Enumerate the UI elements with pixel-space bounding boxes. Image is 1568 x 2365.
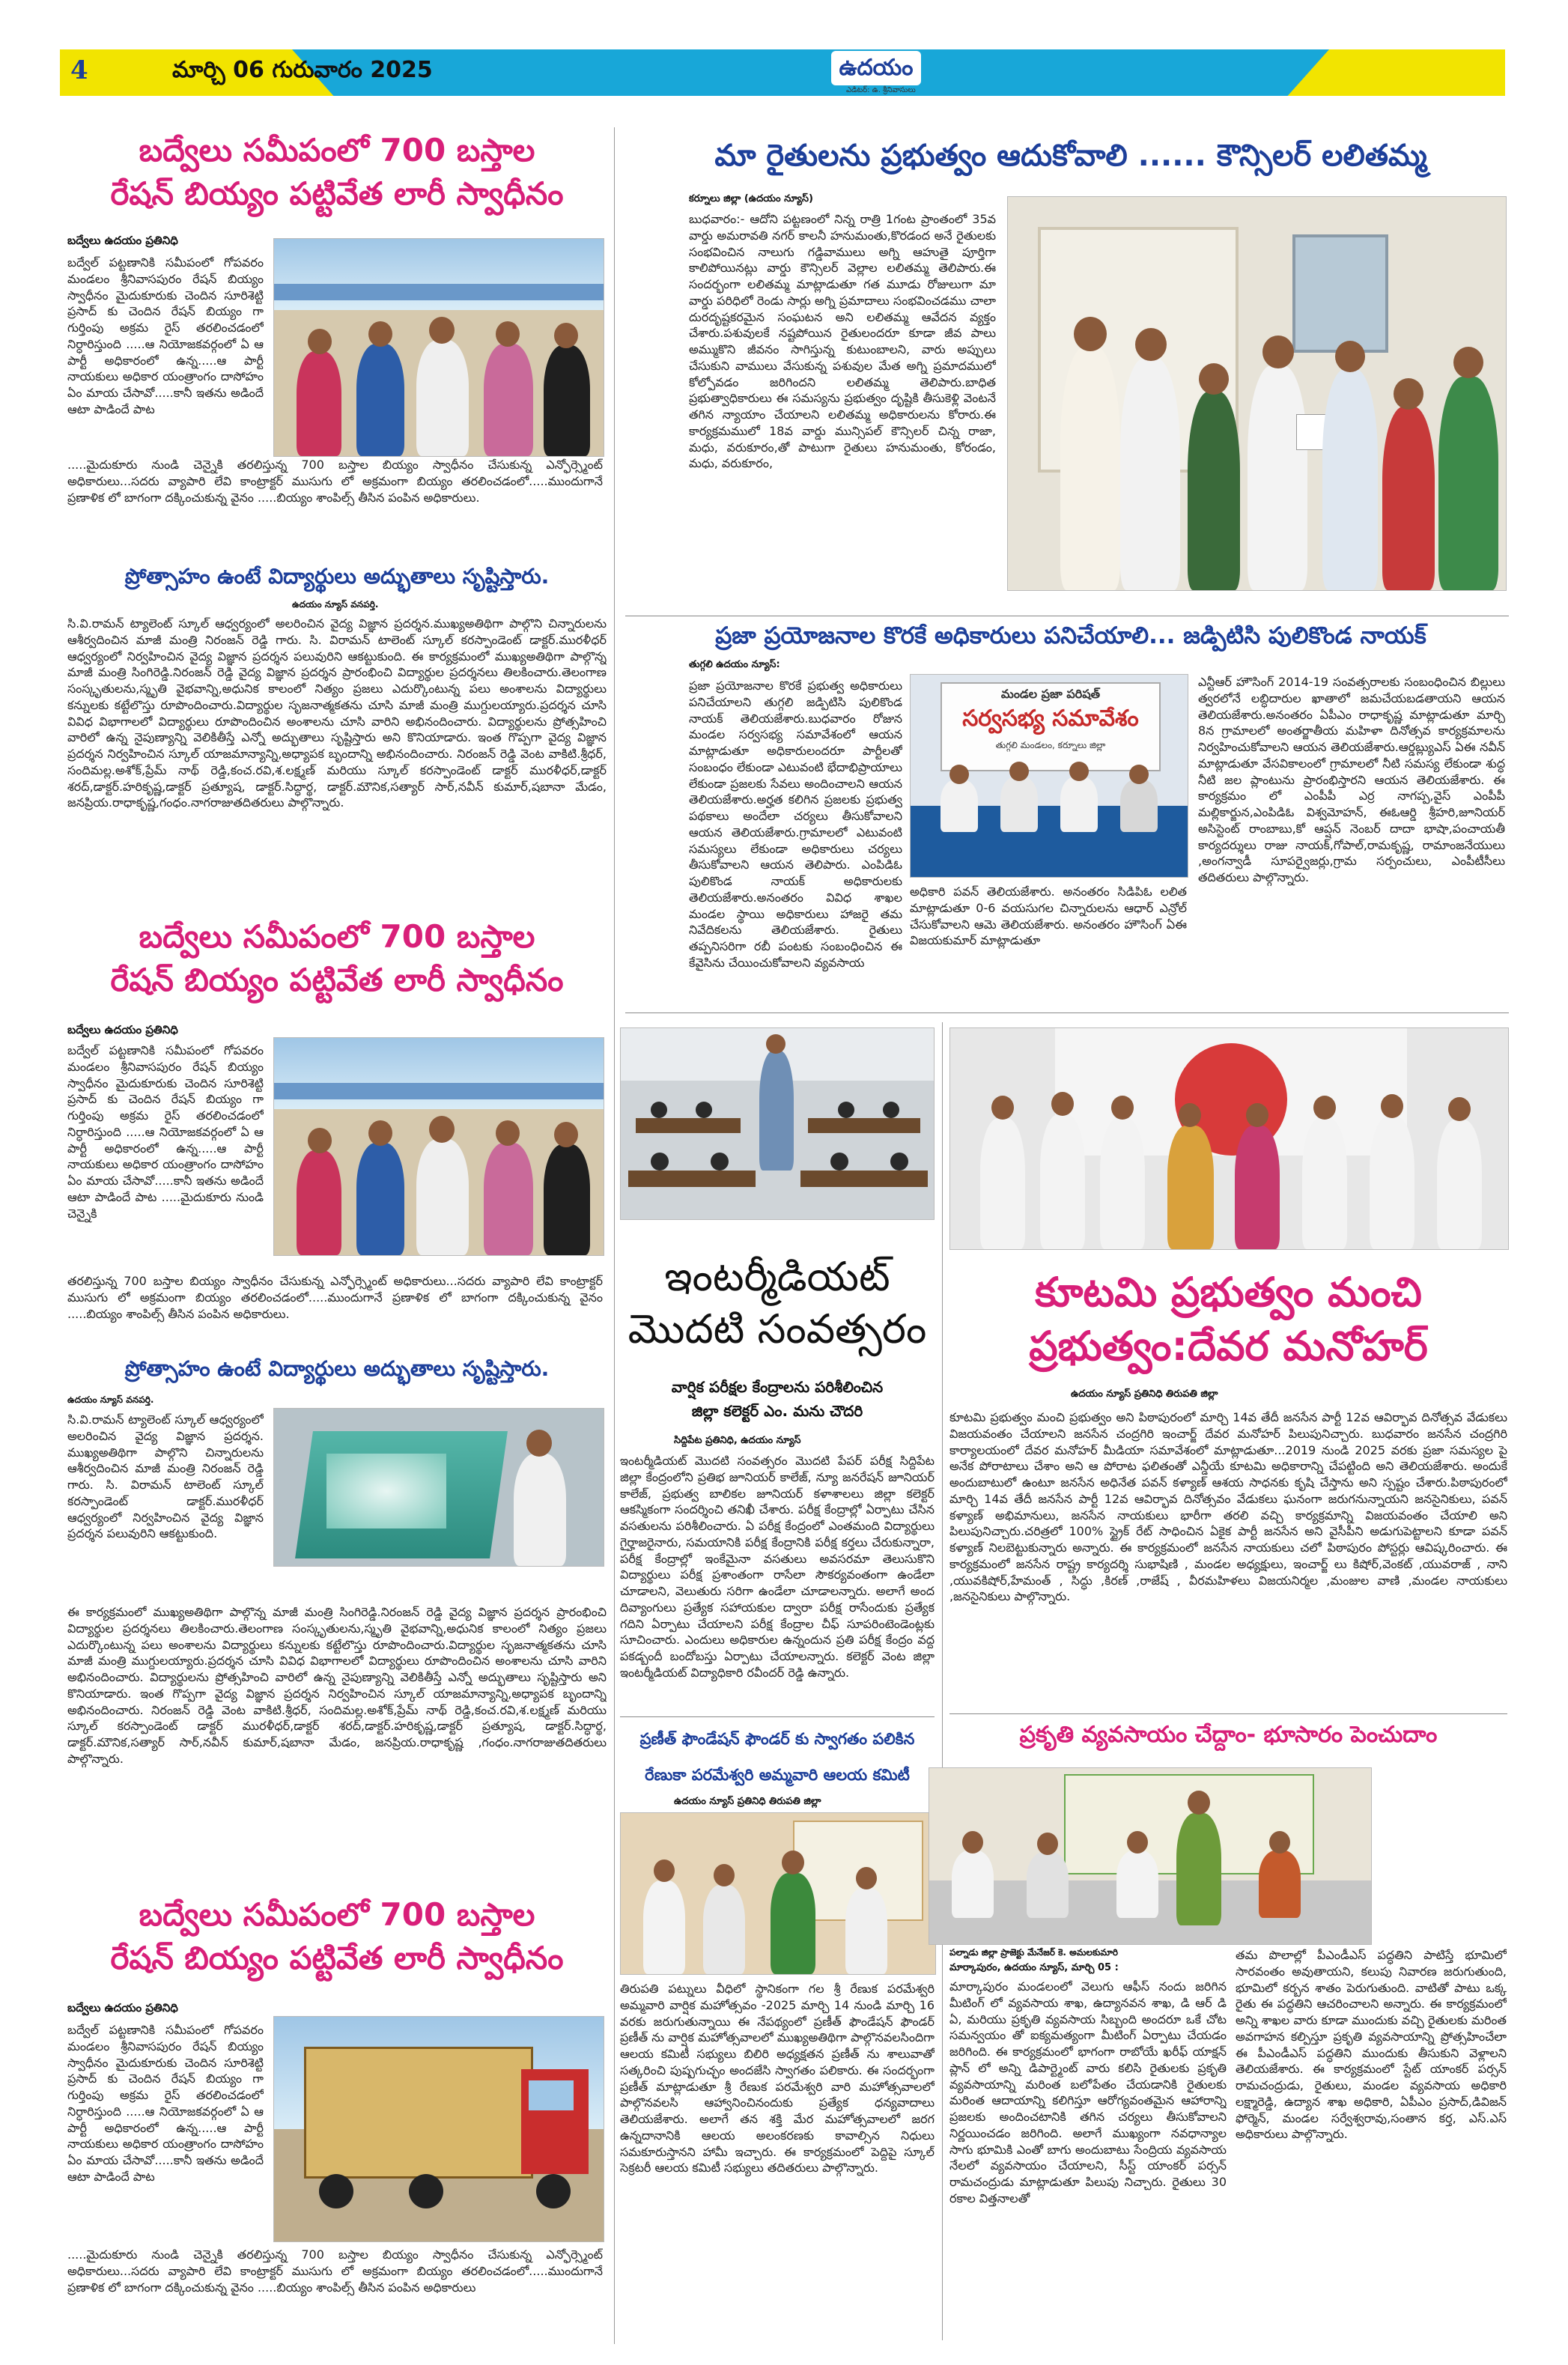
story4-headline: ప్రోత్సాహం ఉంటే విద్యార్థులు అద్భుతాలు సృష్టిస్తారు. (124, 1356, 550, 1381)
column-divider-2 (942, 1022, 943, 2340)
story2-headline: ప్రోత్సాహం ఉంటే విద్యార్థులు అద్భుతాలు సృష్టిస్తారు. (124, 564, 550, 589)
section-rule-3 (620, 1716, 935, 1717)
story1-headline (67, 129, 607, 216)
story3-headline-line1: బద్వేలు సమీపంలో 700 బస్తాల (139, 918, 535, 955)
zptc-body-mid: అధికారి పవన్ తెలియజేశారు. అనంతరం సిడిపిఓ లలిత మాట్లాడుతూ 0-6 వయసుగల చిన్నారులను ఆధార్ ఎన్రోల్ చేసుకోవాలని ఆమె తెలియజేశారు. అనంతరం హౌసింగ్ ఏఈ విజయకుమార్ మాట్లాడుతూ (910, 884, 1187, 948)
zptc-byline: తుగ్గలి ఉదయం న్యూస్: (689, 659, 780, 670)
kutami-headline (949, 1266, 1507, 1373)
temple-photo (620, 1812, 936, 1975)
exam-hall-photo (620, 1027, 935, 1220)
story4-byline: ఉదయం న్యూస్ వనపర్తి. (67, 1394, 154, 1405)
banner-line1: మండల ప్రజా పరిషత్ (1000, 687, 1101, 701)
story1-para1: బద్వేల్ పట్టణానికి సమీపంలో గోపవరం మండలం శ్రీనివాసపురం రేషన్ బియ్యం స్వాధీనం మైదుకూరుకు చెందిన సూరిశెట్టి ప్రసాద్ కు చెందిన రేషన్ బియ్యం గా గుర్తింపు అక్రమ రైస్ తరలించడంలో నిర్ధారిస్తుంది .....ఆ నియోజకవర్గంలో ఏ ఆ పార్టీ అధికారంలో ఉన్న.....ఆ పార్టీ నాయకులు అధికార యంత్రాంగం దాసోహం ఏం మాయ చేసావో.....కానీ ఇతను అడిందే ఆటా పాడిందే పాట (67, 255, 264, 416)
councillor-body: బుధవారం:- ఆదోని పట్టణంలో నిన్న రాత్రి 1గంట ప్రాంతంలో 35వ వార్డు అమరావతి నగర్ కాలనీ హనుమంతు,కొరడంద అనే రైతులకు సంభవించిన నాలుగు గడ్డివాములు అగ్ని ఆహుతై పూర్తిగా కాలిపోయినట్లు వార్డు కౌన్సిలర్ వెల్లాల లలితమ్మ తెలిపారు.ఈ సందర్భంగా లలితమ్మ మాట్లాడుతూ గత మూడు రోజులుగా మా వార్డు పరిధిలో రెండు సార్లు అగ్ని ప్రమాదాలు సంభవించడము చాలా దురదృష్టకరమైన సంఘటన అని లలితమ్మ ఆవేదన వ్యక్తం చేశారు.పశువులకే నష్టపోయిన రైతులందరూ కూడా జీవ పాలు అమ్ముకొని జీవనం సాగిస్తున్న కుటుంబాలని, వారు అప్పులు చేసుకుని వాములు వేసుకున్న పశువుల మేత అగ్ని ప్రమాదములో కోల్పోవడం జరిగిందని లలితమ్మ తెలిపారు.బాధిత ప్రభుత్వాధికారులు ఈ సమస్యను ప్రభుత్వం దృష్టికి తీసుకెళ్లి వెంటనే తగిన న్యాయాం చేయాలని లలితమ్మ అధికారులను కోరారు.ఈ కార్యక్రమములో 18వ వార్డు మున్సిపల్ కౌన్సిలర్ చిన్న రాజా, మధు, వరుకూరం,తో పాటుగా రైతులు హనుమంతు, కోరండం, మధు, వరుకూరం, (689, 212, 996, 471)
story1-para2: .....మైదుకూరు నుండి చెన్నైకి తరలిస్తున్న 700 బస్తాల బియ్యం స్వాధీనం చేసుకున్న ఎన్ఫోర్స్మెంట్ అధికారులు...సదరు వ్యాపారి లేవి కాంట్రాక్టర్ ముసుగు లో అక్రమంగా బియ్యం తరలించడంలో.....ముందుగానే ప్రణాళిక లో బాగంగా దక్కించుకున్న వైనం .....బియ్యం శాంపిల్స్ తీసిన పంపిన అధికారులు. (67, 458, 603, 505)
zptc-body-right: ఎన్టీఆర్ హౌసింగ్ 2014-19 సంవత్సరాలకు సంబంధించిన బిల్లులు త్వరలోనే లబ్ధిదారుల ఖాతాలో జమచేయబడతాయని ఆయన తెలియజేశారు.అనంతరం ఏపీఎం రాధాకృష్ణ మాట్లాడుతూ మార్చి 8న గ్రామాలలో అంతర్జాతీయ మహిళా దినోత్సవ కార్యక్రమాలను నిర్వహించుకోవాలని ఆయన తెలియజేశారు.ఆర్డబ్ల్యుఎస్ ఏఈ నవీన్ మాట్లాడుతూ వేసవికాలంలో గ్రామాలలో నీటి సమస్య లేకుండా శుద్ధ నీటి జల ప్లాంటును ప్రారంభిస్తారని ఆయన తెలియజేశారు. ఈ కార్యక్రమం లో ఎంపీపీ ఎర్ర నాగప్ప,వైస్ ఎంపీపీ మల్లికార్జున,ఎంపిడిఓ విశ్వమోహన్, ఈఓఆర్డి శ్రీహరి,జూనియర్ అసిస్టెంట్ రాంబాబు,కో ఆప్షన్ నెంబర్ దాదా భాషా,పంచాయతీ కార్యదర్శులు రాజు నాయక్,గోపాల్,రామకృష్ణ, రామాంజనేయులు ,అంగన్వాడీ సూపర్వైజర్లు,గ్రామ సర్పంచులు, ఎంపీటీసీలు తదితరులు పాల్గొన్నారు. (1198, 675, 1505, 884)
exam-byline: సిద్దిపేట ప్రతినిధి, ఉదయం న్యూస్ (674, 1435, 801, 1446)
logo-subtext: ఎడిటర్: ఉ. శ్రీనివాసులు (846, 86, 916, 94)
exam-headline-line2: మొదటి సంవత్సరం (627, 1305, 927, 1352)
story3-para1: బద్వేల్ పట్టణానికి సమీపంలో గోపవరం మండలం శ్రీనివాసపురం రేషన్ బియ్యం స్వాధీనం మైదుకూరుకు చెందిన సూరిశెట్టి ప్రసాద్ కు చెందిన రేషన్ బియ్యం గా గుర్తింపు అక్రమ రైస్ తరలించడంలో నిర్ధారిస్తుంది .....ఆ నియోజకవర్గంలో ఏ ఆ పార్టీ అధికారంలో ఉన్న.....ఆ పార్టీ నాయకులు అధికార యంత్రాంగం దాసోహం ఏం మాయ చేసావో.....కానీ ఇతను అడిందే ఆటా పాడిందే పాట .....మైదుకూరు నుండి చెన్నైకి (67, 1043, 264, 1221)
story5-headline (67, 1893, 607, 1980)
kutami-body: కూటమి ప్రభుత్వం మంచి ప్రభుత్వం అని పిఠాపురంలో మార్చి 14వ తేదీ జనసేన పార్టీ 12వ ఆవిర్భావ దినోత్సవ వేడుకలు విజయవంతం చేయాలని జనసేన చంద్రగిరి ఇంచార్జ్ దేవర మనోహర్ పిలుపునిచ్చారు. బుధవారం జనసేన చంద్రగిరి కార్యాలయంలో దేవర మనోహర్ మీడియా సమావేశంలో మాట్లాడుతూ...2019 నుండి 2025 వరకు ప్రజా సమస్యల పై అనేక పోరాటాలు చేశాం అని ఆ పోరాట ఫలితంతో ఎన్డీయే కూటమి అధికారాన్ని చేపట్టింది అని తెలియజేశారు. అందుకే అందుబాటులో ఉంటూ జనసేన అధినేత పవన్ కళ్యాణ్ ఆశయ సాధనకు కృషి చేస్తాను అని స్పష్టం చేశారు.పిఠాపురంలో మార్చి 14వ తేదీ జనసేన పార్టీ 12వ ఆవిర్భావ దినోత్సవం వేడుకలు ఘనంగా జరుగనున్నాయని జనసైనికులు, పవన్ కళ్యాణ్ అభిమానులు, జనసేన నాయకులు భారీగా తరలి వచ్చి కార్యక్రమాన్ని విజయవంతం చేయాలి అని పిలుపునిచ్చారు.చరిత్రలో 100% స్ట్రైక్ రేట్ సాధించిన ఏకైక పార్టీ జనసేన అని వైసీపీని అడుగుపెట్టాలని కూడా పవన్ కళ్యాణ్ నిలబెట్టుకున్నారు అన్నారు. ఈ కార్యక్రమంలో జనసేన నాయకులు చలో పిఠాపురం పోస్టర్లు ఆవిష్కరించారు. ఈ కార్యక్రమంలో జనసేన రాష్ట్ర కార్యదర్శి సుభాషిణి , మండల అధ్యక్షులు, ఇంచార్జ్ లు కిషోర్,వెంకట్ ,యువరాజ్ , నాని ,యువకిషోర్,హేమంత్ , సిద్ధు ,కిరణ్ ,రాజేష్ , వీరమహిళలు విజయనిర్మల ,మంజుల వాణి ,మండల నాయకులు ,జనసైనికులు పాల్గొన్నారు. (949, 1410, 1507, 1604)
kutami-byline: ఉదయం న్యూస్ ప్రతినిధి తిరుపతి జిల్లా (1071, 1388, 1218, 1400)
story5-headline-line2: రేషన్ బియ్యం పట్టివేత లారీ స్వాధీనం (110, 1940, 564, 1976)
section-rule-4 (949, 1713, 1507, 1714)
story1-byline: బద్వేలు ఉదయం ప్రతినిధి (67, 234, 178, 247)
story4-para1: సి.వి.రామన్ ట్యాలెంట్ స్కూల్ ఆధ్వర్యంలో అలరించిన వైద్య విజ్ఞాన ప్రదర్శన. ముఖ్యఅతిథిగా పాల్గొని చిన్నారులను ఆశీర్వదించిన మాజీ మంత్రి నిరంజన్ రెడ్డి గారు. సి. విరామన్ టాలెంట్ స్కూల్ కరస్పాండెంట్ డాక్టర్.మురళీధర్ ఆధ్వర్యంలో నిర్వహించిన వైద్య విజ్ఞాన ప్రదర్శన పలువురిని ఆకట్టుకుంది. (67, 1412, 264, 1541)
farming-photo (929, 1767, 1372, 1945)
story3-byline: బద్వేలు ఉదయం ప్రతినిధి (67, 1023, 178, 1036)
story5-para1: బద్వేల్ పట్టణానికి సమీపంలో గోపవరం మండలం శ్రీనివాసపురం రేషన్ బియ్యం స్వాధీనం మైదుకూరుకు చెందిన సూరిశెట్టి ప్రసాద్ కు చెందిన రేషన్ బియ్యం గా గుర్తింపు అక్రమ రైస్ తరలించడంలో నిర్ధారిస్తుంది .....ఆ నియోజకవర్గంలో ఏ ఆ పార్టీ అధికారంలో ఉన్న.....ఆ పార్టీ నాయకులు అధికార యంత్రాంగం దాసోహం ఏం మాయ చేసావో.....కానీ ఇతను అడిందే ఆటా పాడిందే పాట (67, 2023, 264, 2184)
issue-date: మార్చి 06 గురువారం 2025 (172, 57, 433, 83)
exam-headline-line1: ఇంటర్మీడియట్ (664, 1253, 890, 1300)
councillor-headline: మా రైతులను ప్రభుత్వం ఆదుకోవాలి ...... కౌన్సిలర్ లలితమ్మ (714, 139, 1427, 173)
story1-headline-line2: రేషన్ బియ్యం పట్టివేత లారీ స్వాధీనం (110, 175, 564, 212)
story3-para2: తరలిస్తున్న 700 బస్తాల బియ్యం స్వాధీనం చేసుకున్న ఎన్ఫోర్స్మెంట్ అధికారులు...సదరు వ్యాపారి లేవి కాంట్రాక్టర్ ముసుగు లో అక్రమంగా బియ్యం తరలించడంలో.....ముందుగానే ప్రణాళిక లో బాగంగా దక్కించుకున్న వైనం .....బియ్యం శాంపిల్స్ తీసిన పంపిన అధికారులు. (67, 1274, 603, 1321)
councillor-photo (1007, 196, 1507, 591)
temple-body: తిరుపతి పట్నులు వీధిలో స్థానికంగా గల శ్రీ రేణుక పరమేశ్వరి అమ్మవారి వార్షిక మహోత్సవం -2025 మార్చి 14 నుండి మార్చి 16 వరకు జరుగుతున్నాయి ఈ నేపథ్యంలో ప్రణీత్ ఫౌండేషన్ ఫౌండర్ ప్రణీత్ ను వార్షిక మహోత్సవాలలో ముఖ్యఅతిథిగా పాల్గొనవలసిందిగా ఆలయ కమిటీ సభ్యులు బిలిరి అధ్యక్షతన ప్రణీత్ ను శాలువాతో సత్కరించి పుష్పగుచ్ఛం అందజేసి స్వాగతం పలికారు. ఈ సందర్భంగా ప్రణీత్ మాట్లాడుతూ శ్రీ రేణుక పరమేశ్వరి వారి మహోత్సవాలలో పాల్గొనవలసి ఆహ్వానించినందుకు ప్రత్యేక ధన్యవాదాలు తెలియజేశారు. అలాగే తన శక్తి మేర మహోత్సవాలలో జరగ ఉన్నదానానికి ఆలయ అలంకరణకు కావాల్సిన నిధులు సమకూరుస్తానని హామీ ఇచ్చారు. ఈ కార్యక్రమంలో పెద్దిపై స్కూల్ సెక్రటరీ ఆలయ కమిటీ సభ్యులు తదితరులు పాల్గొన్నారు. (620, 1982, 935, 2176)
banner-line2: సర్వసభ్య సమావేశం (962, 705, 1139, 732)
story2-body: సి.వి.రామన్ ట్యాలెంట్ స్కూల్ ఆధ్వర్యంలో అలరించిన వైద్య విజ్ఞాన ప్రదర్శన.ముఖ్యఅతిథిగా పాల్గొని చిన్నారులను ఆశీర్వదించిన మాజీ మంత్రి నిరంజన్ రెడ్డి గారు. సి. విరామన్ టాలెంట్ స్కూల్ కరస్పాండెంట్ డాక్టర్.మురళీధర్ ఆధ్వర్యంలో నిర్వహించిన వైద్య విజ్ఞాన ప్రదర్శన పలువురిని ఆకట్టుకుంది. ఈ కార్యక్రమంలో ముఖ్యఅతిథిగా పాల్గొన్న మాజీ మంత్రి సింగిరెడ్డి.నిరంజన్ రెడ్డి వైద్య విజ్ఞాన ప్రదర్శన ప్రారంభించి విద్యార్థుల ప్రదర్శనలు తిలకించారు.తెలంగాణ సంస్కృతులను,స్మృతి వైభవాన్ని,అధునిక కాలంలో నిత్యం ప్రజలు ఎదుర్కొంటున్న పలు అంశాలను విద్యార్థులు కన్నులకు కట్టేలొస్తు రూపొందించారు.విద్యార్థుల సృజనాత్మకతను చూసి మాజీ మంత్రి ముగ్దులయ్యారు.ప్రదర్శన చూసి వివిధ విభాగాలలో విద్యార్థులు రూపొందించిన అంశాలను చూసి వారిని అభినందించారు. విద్యార్థులను ప్రోత్సహించి వారిలో ఉన్న నైపుణ్యాన్ని వెలికితీస్తే ఎన్నో అద్భుతాలు సృష్టిస్తారు అని కొనియాడారు. ఇంత గొప్పగా వైద్య విజ్ఞాన ప్రదర్శన నిర్వహించిన స్కూల్ యాజమాన్యాన్ని,అధ్యాపక బృందాన్ని అభినందించారు. నిరంజన్ రెడ్డి వెంట వాకిటి.శ్రీధర్, సందిమల్ల.అశోక్,ప్రేమ్ నాథ్ రెడ్డి,కంచ.రవి,శ.లక్ష్మణ్ మరియు స్కూల్ కరస్పాండెంట్ డాక్టర్ మురళీధర్,డాక్టర్ శరద్,డాక్టర్.హరికృష్ణ,డాక్టర్ ప్రత్యూష, డాక్టర్.సిద్ధార్థ, డాక్టర్.మౌనిక,సత్యార్ సార్,నవీన్ కుమార్,షబానా మేడం, జనప్రియ.రాధాకృష్ణ,గంధం.నాగరాజుతదితరులు పాల్గొన్నారు. (67, 616, 607, 810)
story3-photo (273, 1037, 604, 1256)
masthead-blue-band (292, 49, 1329, 96)
farming-body-left: మార్కాపురం మండలంలో వెలుగు ఆఫీస్ నందు జరిగిన మీటింగ్ లో వ్యవసాయ శాఖ, ఉద్యానవన శాఖ, డి ఆర్ డి ఏ, మరియు ప్రకృతి వ్యవసాయ సిబ్బంది అందరూ ఒకే చోట సమన్వయం తో ఐక్యమత్యంగా మీటింగ్ ఏర్పాటు చేయడం జరిగింది. ఈ కార్యక్రమంలో భాగంగా రాబోయే ఖరీఫ్ యాక్షన్ ప్లాన్ లో అన్ని డిపార్ట్మెంట్ వారు కలిసి రైతులకు ప్రకృతి వ్యవసాయాన్ని మరింత బలోపేతం చేయడానికి రైతులకు మరింత ఆదాయాన్ని కలిగిస్తూ ఆరోగ్యవంతమైన ఆహారాన్ని ప్రజలకు అందించటానికి తగిన చర్యలు తీసుకోవాలని నిర్ణయించడం జరిగింది. అలాగే ముఖ్యంగా నవధాన్యాల సాగు భూమికి ఎంతో బాగు అందుబాటు సేంద్రియ వ్యవసాయ నేలలో వ్యవసాయం చేయాలని, సీస్ట్ యాంకర్ పర్సన్ రామచంద్రుడు మాట్లాడుతూ పిలుపు నిచ్చారు. రైతులు 30 రకాల విత్తనాలతో (949, 1979, 1227, 2205)
councillor-byline: కర్నూలు జిల్లా (ఉదయం న్యూస్) (689, 193, 813, 204)
newspaper-logo: ఉదయం (831, 51, 921, 85)
zptc-body-left: ప్రజా ప్రయోజనాల కొరకే ప్రభుత్వ అధికారులు పనిచేయాలని తుగ్గలి జడ్పిటిసి పులికొండ నాయక్ తెలియజేశారు.బుధవారం రోజున మండల సర్వసభ్య సమావేశంలో ఆయన మాట్లాడుతూ అధికారులందరూ పార్టీలతో సంబంధం లేకుండా ఎటువంటి భేదాభిప్రాయాలు లేకుండా ప్రజలకు సేవలు అందించాలని ఆయన తెలియజేశారు.అర్హత కలిగిన ప్రజలకు ప్రభుత్వ పథకాలు అందేలా చర్యలు తీసుకోవాలని ఆయన తెలియజేశారు.గ్రామాలలో ఎటువంటి సమస్యలు లేకుండా అధికారులు చర్యలు తీసుకోవాలని ఆయన తెలిపారు. ఎంపిడిఓ పులికొండ నాయక్ అధికారులకు తెలియజేశారు.అనంతరం వివిధ శాఖల మండల స్థాయి అధికారులు హాజరై తమ నివేదికలను తెలియజేశారు. రైతులు తప్పనిసరిగా రబీ పంటకు సంబంధించిన ఈ కేవైసిను చేయించుకోవాలని వ్యవసాయ (689, 678, 902, 970)
masthead (60, 49, 1505, 96)
temple-headline-line2: రేణుకా పరమేశ్వరి అమ్మవారి ఆలయ కమిటీ (645, 1766, 910, 1784)
banner-line3: తుగ్గలి మండలం, కర్నూలు జిల్లా (995, 740, 1106, 750)
story3-headline (67, 915, 607, 1002)
story3-headline-line2: రేషన్ బియ్యం పట్టివేత లారీ స్వాధీనం (110, 962, 564, 998)
temple-byline: ఉదయం న్యూస్ ప్రతినిధి తిరుపతి జిల్లా (674, 1796, 821, 1807)
story4-photo (273, 1408, 604, 1567)
kutami-headline-line1: కూటమి ప్రభుత్వం మంచి (1035, 1269, 1422, 1316)
farming-body-right: తమ పొలాల్లో పీఎండీఎస్ పద్ధతిని పాటిస్తే భూమిలో సారవంతం అవుతాయని, కలుపు నివారణ జరుగుతుంది, భూమిలో కర్బన శాతం పెరుగుతుంది. వాటితో పాటు ఒక్క రైతు ఈ పద్ధతిని ఆచరించాలని అన్నారు. ఈ కార్యక్రమంలో అన్ని శాఖల వారు కూడా ముందుకు వచ్చి రైతులకు మరింత అవగాహన కల్పిస్తూ ప్రకృతి వ్యవసాయాన్ని ప్రోత్సహించేలా ఈ పీఎండీఎస్ పద్ధతిని ముందుకు తీసుకుని వెళ్లాలని తెలియజేశారు. ఈ కార్యక్రమంలో స్టేట్ యాంకర్ పర్సన్ రామచంద్రుడు, రైతులు, మండల వ్యవసాయ అధికారి లక్ష్మారెడ్డి, ఉద్యాన శాఖ అధికారి, ఏపీఎం ప్రసాద్,డివిజన్ ఫోర్మెన్, మండల సర్వేశ్వరావు,సంతాన కర్త, ఎస్.ఎస్ అధికారులు పాల్గొన్నారు. (1236, 1948, 1507, 2142)
story5-truck-photo (273, 2016, 604, 2242)
story4-para2: ఈ కార్యక్రమంలో ముఖ్యఅతిథిగా పాల్గొన్న మాజీ మంత్రి సింగిరెడ్డి.నిరంజన్ రెడ్డి వైద్య విజ్ఞాన ప్రదర్శన ప్రారంభించి విద్యార్థుల ప్రదర్శనలు తిలకించారు.తెలంగాణ సంస్కృతులను,స్మృతి వైభవాన్ని,అధునిక కాలంలో నిత్యం ప్రజలు ఎదుర్కొంటున్న పలు అంశాలను విద్యార్థులు కన్నులకు కట్టేలొస్తు రూపొందించారు.విద్యార్థుల సృజనాత్మకతను చూసి మాజీ మంత్రి ముగ్దులయ్యారు.ప్రదర్శన చూసి వివిధ విభాగాలలో విద్యార్థులు రూపొందించిన అంశాలను చూసి వారిని అభినందించారు. విద్యార్థులను ప్రోత్సహించి వారిలో ఉన్న నైపుణ్యాన్ని వెలికితీస్తే ఎన్నో అద్భుతాలు సృష్టిస్తారు అని కొనియాడారు. ఇంత గొప్పగా వైద్య విజ్ఞాన ప్రదర్శన నిర్వహించిన స్కూల్ యాజమాన్యాన్ని,అధ్యాపక బృందాన్ని అభినందించారు. నిరంజన్ రెడ్డి వెంట వాకిటి.శ్రీధర్, సందిమల్ల.అశోక్,ప్రేమ్ నాథ్ రెడ్డి,కంచ.రవి,శ.లక్ష్మణ్ మరియు స్కూల్ కరస్పాండెంట్ డాక్టర్ మురళీధర్,డాక్టర్ శరద్,డాక్టర్.హరికృష్ణ,డాక్టర్ ప్రత్యూష, డాక్టర్.సిద్ధార్థ, డాక్టర్.మౌనిక,సత్యార్ సార్,నవీన్ కుమార్,షబానా మేడం, జనప్రియ.రాధాకృష్ణ ,గంధం.నాగరాజుతదితరులు పాల్గొన్నారు. (67, 1605, 607, 1766)
exam-subhead-line2: జిల్లా కలెక్టర్ ఎం. మను చౌదరి (691, 1402, 863, 1420)
column-divider (614, 127, 615, 2344)
exam-subhead (620, 1375, 935, 1423)
exam-subhead-line1: వార్షిక పరీక్షల కేంద్రాలను పరిశీలించిన (671, 1378, 884, 1396)
farming-headline: ప్రకృతి వ్యవసాయం చేద్దాం- భూసారం పెంచుదాం (1019, 1722, 1438, 1748)
farming-byline: మార్కాపురం, ఉదయం న్యూస్, మార్చి 05 : (949, 1962, 1119, 1973)
story5-byline: బద్వేలు ఉదయం ప్రతినిధి (67, 2001, 178, 2015)
janasena-photo (949, 1027, 1509, 1250)
exam-headline (620, 1251, 935, 1355)
farming-photo-caption: పల్నాడు జిల్లా ప్రాజెక్టు మేనేజర్ కె. అమలకుమారి (949, 1947, 1119, 1958)
temple-headline (620, 1721, 935, 1793)
zptc-meeting-photo (910, 674, 1188, 878)
exam-body: ఇంటర్మీడియట్ మొదటి సంవత్సరం మొదటి పేపర్ పరీక్ష సిద్దిపేట జిల్లా కేంద్రంలోని ప్రతిభ జూనియర్ కాలేజ్, న్యూ జనరేషన్ జూనియర్ కాలేజ్, ప్రభుత్వ బాలికల జూనియర్ కళాశాలలు జిల్లా కలెక్టర్ ఆకస్మికంగా సందర్శించి తనిఖీ చేశారు. పరీక్ష కేంద్రాల్లో ఏర్పాటు చేసిన వసతులను పరిశీలించారు. ఏ పరీక్ష కేంద్రంలో ఎంతమంది విద్యార్థులు గైర్హాజరైనారు, సమయానికి పరీక్ష కేంద్రానికి పరీక్ష కర్తలు చేరుకున్నారా, పరీక్ష కేంద్రాల్లో ఇంకేమైనా వసతులు అవసరమా తెలుసుకొని విద్యార్థులు పరీక్ష ప్రశాంతంగా రాసేలా సౌకర్యవంతంగా ఉండేలా చూడాలని, వెలుతురు సరిగా ఉండేలా చూడాలన్నారు. అలాగే అంద దివ్యాంగులు ప్రత్యేక సహాయకుల ద్వారా పరీక్ష రాసేందుకు ప్రత్యేక గదిని ఏర్పాటు చేయాలని పరీక్ష కేంద్రాల చీఫ్ సూపరింటెండెంట్లకు సూచించారు. ఎందులు అధికారుల ఉన్నందున ప్రతి పరీక్ష కేంద్రం వద్ద పకడ్బందీ బందోబస్తు ఏర్పాటు చేయాలన్నారు. కలెక్టర్ వెంట జిల్లా ఇంటర్మీడియట్ విద్యాధికారి రవీందర్ రెడ్డి ఉన్నారు. (620, 1454, 935, 1680)
story5-para2: .....మైదుకూరు నుండి చెన్నైకి తరలిస్తున్న 700 బస్తాల బియ్యం స్వాధీనం చేసుకున్న ఎన్ఫోర్స్మెంట్ అధికారులు...సదరు వ్యాపారి లేవి కాంట్రాక్టర్ ముసుగు లో అక్రమంగా బియ్యం తరలించడంలో.....ముందుగానే ప్రణాళిక లో బాగంగా దక్కించుకున్న వైనం .....బియ్యం శాంపిల్స్ తీసిన పంపిన అధికారులు (67, 2247, 603, 2295)
meeting-banner (941, 682, 1161, 771)
kutami-headline-line2: ప్రభుత్వం:దేవర మనోహర్ (1029, 1323, 1428, 1370)
story1-photo (273, 238, 604, 457)
temple-headline-line1: ప్రణీత్ ఫౌండేషన్ ఫౌండర్ కు స్వాగతం పలికిన (639, 1730, 915, 1748)
page-number: 4 (70, 55, 88, 85)
story1-headline-line1: బద్వేలు సమీపంలో 700 బస్తాల (139, 132, 535, 169)
story5-headline-line1: బద్వేలు సమీపంలో 700 బస్తాల (139, 1896, 535, 1933)
story2-byline: ఉదయం న్యూస్ వనపర్తి. (292, 599, 379, 610)
zptc-headline: ప్రజా ప్రయోజనాల కొరకే అధికారులు పనిచేయాలి... జడ్పిటిసి పులికొండ నాయక్ (715, 622, 1426, 649)
